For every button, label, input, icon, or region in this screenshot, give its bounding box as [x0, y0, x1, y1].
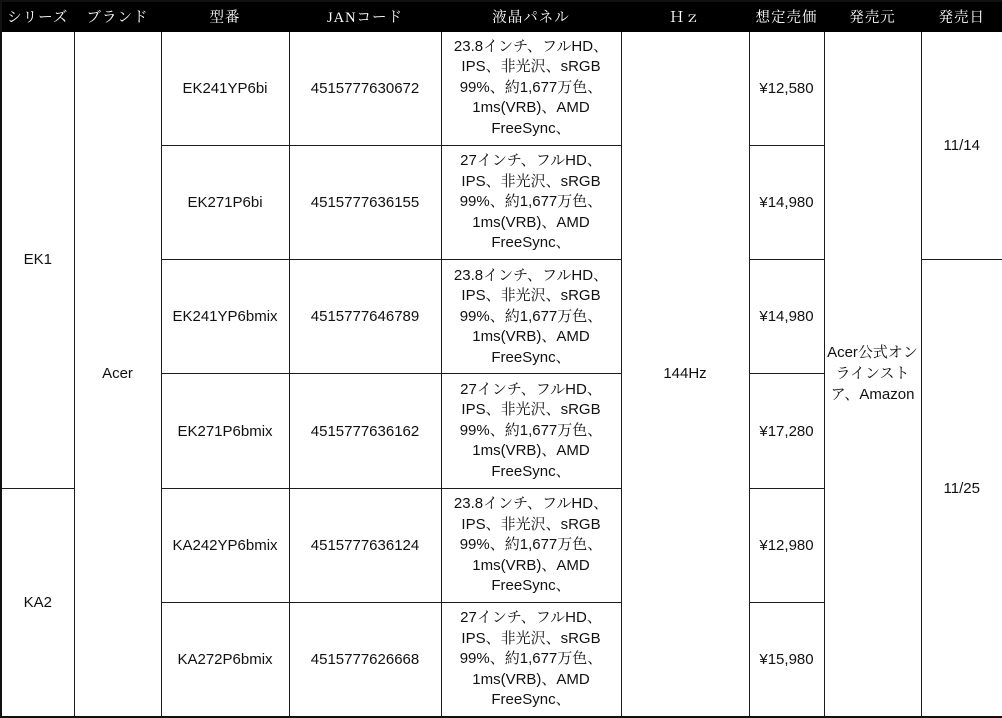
- jan-code-cell: 4515777626668: [289, 603, 441, 717]
- price-cell: ¥12,580: [749, 31, 824, 145]
- release-date-cell-1114: 11/14: [921, 31, 1002, 260]
- release-date-cell-1125: 11/25: [921, 260, 1002, 717]
- lcd-panel-cell: 23.8インチ、フルHD、IPS、非光沢、sRGB 99%、約1,677万色、1ms(VRB)、AMD FreeSync、: [441, 31, 621, 145]
- header-row: [1, 1, 1002, 31]
- jan-code-cell: 4515777630672: [289, 31, 441, 145]
- lcd-panel-cell: 27インチ、フルHD、IPS、非光沢、sRGB 99%、約1,677万色、1ms(VRB)、AMD FreeSync、: [441, 145, 621, 259]
- model-cell: KA272P6bmix: [161, 603, 289, 717]
- lcd-panel-cell: 23.8インチ、フルHD、IPS、非光沢、sRGB 99%、約1,677万色、1ms(VRB)、AMD FreeSync、: [441, 260, 621, 374]
- jan-code-cell: 4515777636124: [289, 488, 441, 602]
- model-cell: EK241YP6bi: [161, 31, 289, 145]
- col-header-price: 想定売価: [749, 1, 824, 31]
- series-cell-ek1: EK1: [1, 31, 74, 488]
- col-header-jan-code: JANコード: [289, 1, 441, 31]
- col-header-brand: ブランド: [74, 1, 161, 31]
- lcd-panel-cell: 27インチ、フルHD、IPS、非光沢、sRGB 99%、約1,677万色、1ms(VRB)、AMD FreeSync、: [441, 374, 621, 488]
- col-header-hz: Ｈｚ: [621, 1, 749, 31]
- hz-cell: 144Hz: [621, 31, 749, 717]
- price-cell: ¥14,980: [749, 145, 824, 259]
- lcd-panel-cell: 27インチ、フルHD、IPS、非光沢、sRGB 99%、約1,677万色、1ms(VRB)、AMD FreeSync、: [441, 603, 621, 717]
- seller-cell: Acer公式オンラインストア、Amazon: [824, 31, 921, 717]
- col-header-model: 型番: [161, 1, 289, 31]
- jan-code-cell: 4515777636155: [289, 145, 441, 259]
- jan-code-cell: 4515777646789: [289, 260, 441, 374]
- price-cell: ¥12,980: [749, 488, 824, 602]
- col-header-series: シリーズ: [1, 1, 74, 31]
- price-cell: ¥17,280: [749, 374, 824, 488]
- price-cell: ¥14,980: [749, 260, 824, 374]
- jan-code-cell: 4515777636162: [289, 374, 441, 488]
- model-cell: EK271P6bi: [161, 145, 289, 259]
- price-cell: ¥15,980: [749, 603, 824, 717]
- lcd-panel-cell: 23.8インチ、フルHD、IPS、非光沢、sRGB 99%、約1,677万色、1ms(VRB)、AMD FreeSync、: [441, 488, 621, 602]
- series-cell-ka2: KA2: [1, 488, 74, 717]
- col-header-release-date: 発売日: [921, 1, 1002, 31]
- model-cell: EK241YP6bmix: [161, 260, 289, 374]
- model-cell: KA242YP6bmix: [161, 488, 289, 602]
- model-cell: EK271P6bmix: [161, 374, 289, 488]
- col-header-lcd-panel: 液晶パネル: [441, 1, 621, 31]
- col-header-seller: 発売元: [824, 1, 921, 31]
- table-row: [1, 31, 1002, 145]
- brand-cell: Acer: [74, 31, 161, 717]
